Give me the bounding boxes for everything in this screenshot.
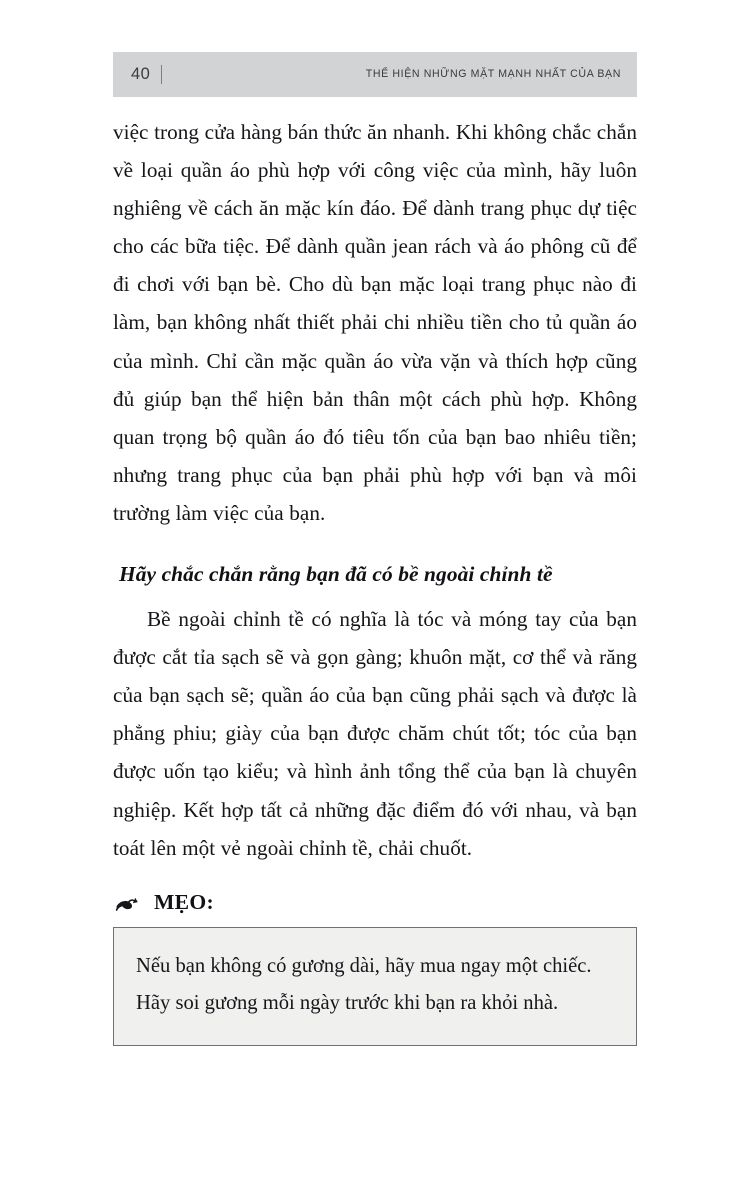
running-header-left bbox=[131, 65, 162, 84]
tip-callout-box bbox=[113, 927, 637, 1046]
tip-text: Nếu bạn không có gương dài, hãy mua ngay một chiếc. Hãy soi gương mỗi ngày trước khi bạn ra khỏi nhà. bbox=[136, 954, 592, 1015]
body-paragraph-1: việc trong cửa hàng bán thức ăn nhanh. Khi không chắc chắn về loại quần áo phù hợp với công việc của mình, hãy luôn nghiêng về cách ăn mặc kín đáo. Để dành trang phục dự tiệc cho các bữa tiệc. Để dành quần jean rách và áo phông cũ để đi chơi với bạn bè. Cho dù bạn mặc loại trang phục nào đi làm, bạn không nhất thiết phải chi nhiều tiền cho tủ quần áo của mình. Chỉ cần mặc quần áo vừa vặn và thích hợp cũng đủ giúp bạn thể hiện bản thân một cách phù hợp. Không quan trọng bộ quần áo đó tiêu tốn của bạn bao nhiêu tiền; nhưng trang phục của bạn phải phù hợp với bạn và môi trường làm việc của bạn. bbox=[113, 120, 637, 525]
manicule-pointing-hand-icon bbox=[115, 893, 145, 915]
text-column bbox=[113, 113, 637, 1046]
header-divider-icon bbox=[161, 65, 162, 84]
body-paragraph-2: Bề ngoài chỉnh tề có nghĩa là tóc và móng tay của bạn được cắt tỉa sạch sẽ và gọn gàng; khuôn mặt, cơ thể và răng của bạn sạch sẽ; quần áo của bạn cũng phải sạch và được là phẳng phiu; giày của bạn được chăm chút tốt; tóc của bạn được uốn tạo kiểu; và hình ảnh tổng thể của bạn là chuyên nghiệp. Kết hợp tất cả những đặc điểm đó với nhau, và bạn toát lên một vẻ ngoài chỉnh tề, chải chuốt. bbox=[113, 607, 637, 860]
tip-label-row bbox=[113, 889, 637, 914]
section-subheading: Hãy chắc chắn rằng bạn đã có bề ngoài chỉnh tề bbox=[119, 562, 553, 587]
running-header bbox=[113, 52, 637, 97]
page-number: 40 bbox=[131, 65, 151, 84]
tip-label-text: MẸO: bbox=[154, 889, 214, 914]
chapter-title: THỂ HIỆN NHỮNG MẶT MẠNH NHẤT CỦA BẠN bbox=[365, 68, 621, 81]
